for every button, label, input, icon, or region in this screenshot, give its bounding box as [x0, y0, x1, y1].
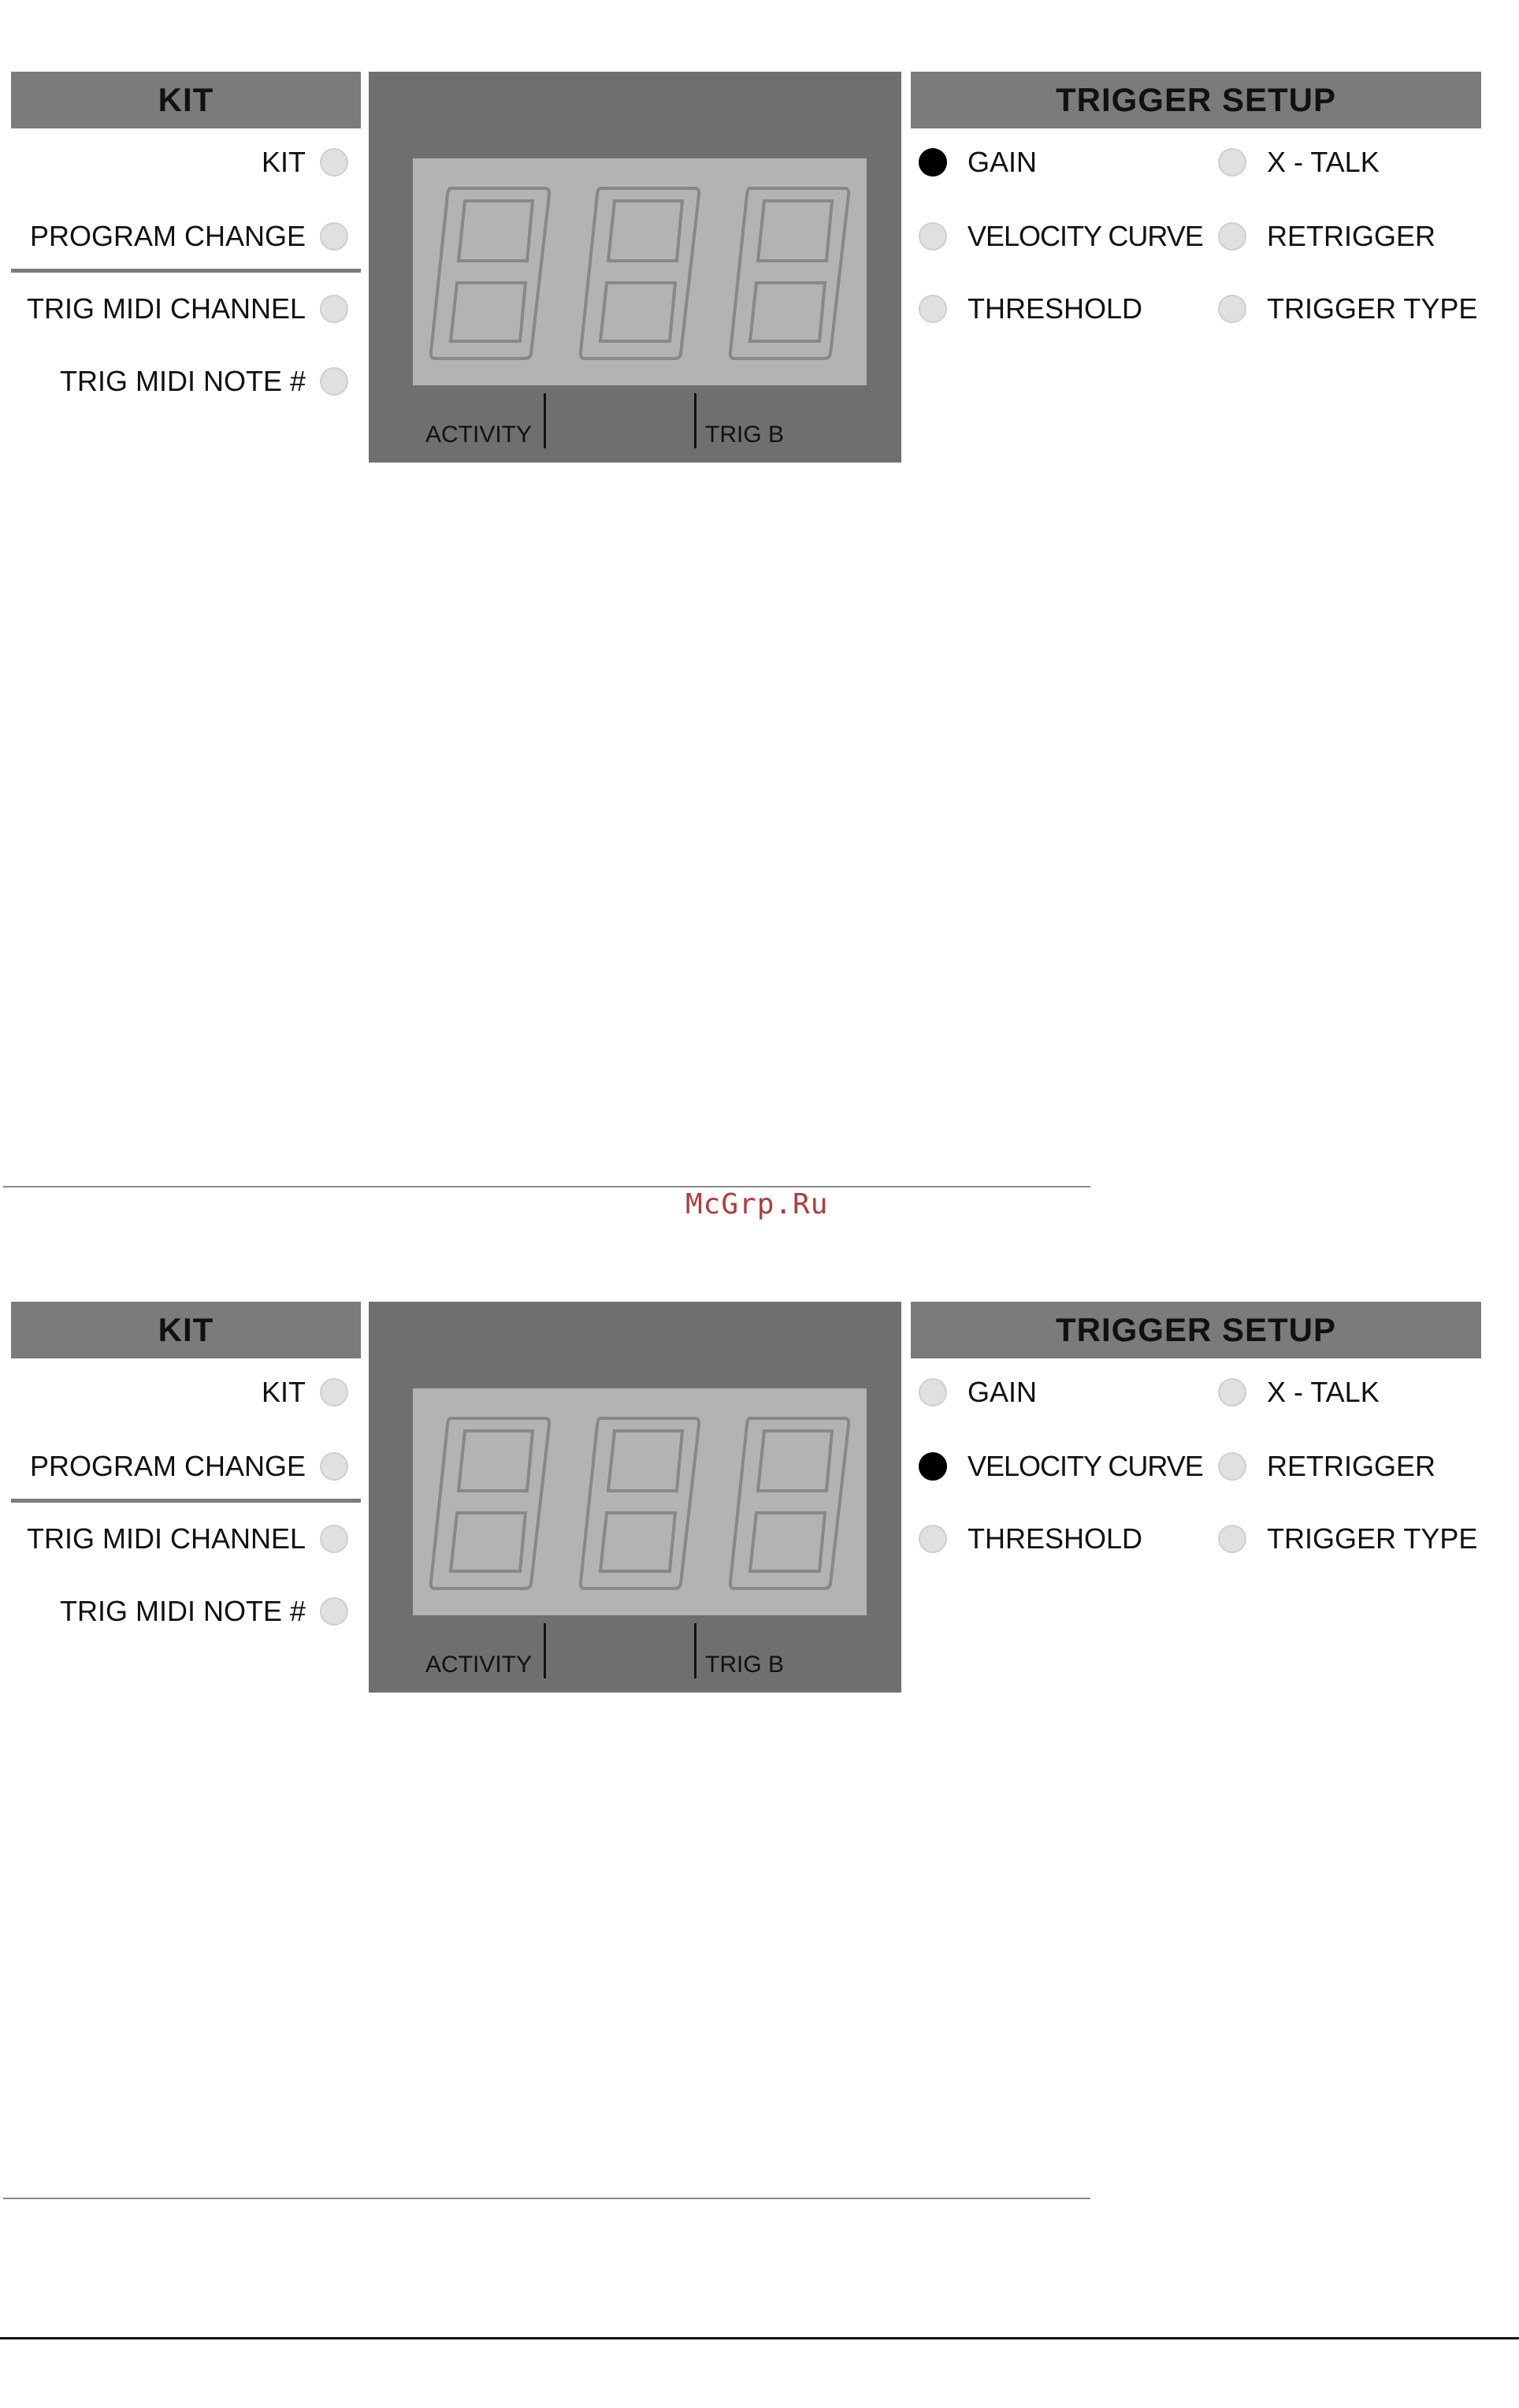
- trigger-type-led[interactable]: [1218, 1525, 1246, 1553]
- retrigger-led[interactable]: [1218, 1452, 1246, 1481]
- digit-3-icon: [726, 1414, 852, 1590]
- threshold-label: THRESHOLD: [967, 292, 1143, 325]
- display-housing: [369, 72, 901, 463]
- seven-segment-display: [413, 158, 867, 385]
- gain-label: GAIN: [967, 1376, 1038, 1408]
- gain-led[interactable]: [919, 1378, 947, 1407]
- trig-b-label: TRIG B: [705, 1652, 785, 1678]
- gain-label: GAIN: [967, 146, 1038, 178]
- watermark: McGrp.Ru: [685, 1188, 829, 1221]
- x-talk-led[interactable]: [1218, 148, 1246, 177]
- kit-section-header: KIT: [11, 1302, 361, 1358]
- program-change-led[interactable]: [320, 222, 348, 251]
- digit-2-icon: [577, 1414, 703, 1590]
- program-change-label: PROGRAM CHANGE: [29, 220, 306, 252]
- velocity-curve-label: VELOCITY CURVE: [967, 220, 1203, 252]
- threshold-label: THRESHOLD: [967, 1522, 1143, 1555]
- trig-midi-note-label: TRIG MIDI NOTE #: [59, 1595, 306, 1627]
- kit-divider: [11, 1499, 361, 1503]
- activity-tick: [544, 393, 546, 448]
- trig-tick: [694, 393, 696, 448]
- footer-rule: [0, 2337, 1519, 2339]
- kit-led[interactable]: [320, 1378, 348, 1407]
- control-panel-diagram-1: [0, 0, 1519, 448]
- digit-1-icon: [427, 1414, 553, 1590]
- trig-midi-channel-led[interactable]: [320, 295, 348, 323]
- kit-label: KIT: [261, 1376, 306, 1408]
- digit-2-icon: [577, 184, 703, 360]
- kit-led[interactable]: [320, 148, 348, 177]
- section-rule-2: [3, 2198, 1090, 2199]
- activity-label: ACTIVITY: [425, 1652, 533, 1678]
- velocity-curve-led[interactable]: [919, 222, 947, 251]
- section-rule-1: [3, 1186, 1090, 1187]
- trig-b-label: TRIG B: [705, 422, 785, 448]
- activity-label: ACTIVITY: [425, 422, 533, 448]
- activity-tick: [544, 1623, 546, 1678]
- trigger-type-label: TRIGGER TYPE: [1267, 292, 1478, 325]
- control-panel-diagram-2: [0, 1230, 1519, 1678]
- program-change-led[interactable]: [320, 1452, 348, 1481]
- x-talk-label: X - TALK: [1267, 1376, 1380, 1408]
- kit-section-header: KIT: [11, 72, 361, 128]
- retrigger-led[interactable]: [1218, 222, 1246, 251]
- seven-segment-display: [413, 1388, 867, 1615]
- x-talk-label: X - TALK: [1267, 146, 1380, 178]
- digit-3-icon: [726, 184, 852, 360]
- trig-midi-note-led[interactable]: [320, 367, 348, 396]
- retrigger-label: RETRIGGER: [1267, 1450, 1436, 1482]
- x-talk-led[interactable]: [1218, 1378, 1246, 1407]
- gain-led[interactable]: [919, 148, 947, 177]
- velocity-curve-led[interactable]: [919, 1452, 947, 1481]
- trig-midi-note-led[interactable]: [320, 1597, 348, 1626]
- trig-midi-channel-led[interactable]: [320, 1525, 348, 1553]
- kit-divider: [11, 269, 361, 273]
- threshold-led[interactable]: [919, 295, 947, 323]
- trig-tick: [694, 1623, 696, 1678]
- trigger-type-led[interactable]: [1218, 295, 1246, 323]
- trig-midi-channel-label: TRIG MIDI CHANNEL: [26, 1522, 306, 1555]
- velocity-curve-label: VELOCITY CURVE: [967, 1450, 1203, 1482]
- trig-midi-note-label: TRIG MIDI NOTE #: [59, 365, 306, 397]
- trigger-type-label: TRIGGER TYPE: [1267, 1522, 1478, 1555]
- display-housing: [369, 1302, 901, 1693]
- trigger-setup-header: TRIGGER SETUP: [911, 1302, 1481, 1358]
- digit-1-icon: [427, 184, 553, 360]
- trig-midi-channel-label: TRIG MIDI CHANNEL: [26, 292, 306, 325]
- retrigger-label: RETRIGGER: [1267, 220, 1436, 252]
- kit-label: KIT: [261, 146, 306, 178]
- program-change-label: PROGRAM CHANGE: [29, 1450, 306, 1482]
- threshold-led[interactable]: [919, 1525, 947, 1553]
- trigger-setup-header: TRIGGER SETUP: [911, 72, 1481, 128]
